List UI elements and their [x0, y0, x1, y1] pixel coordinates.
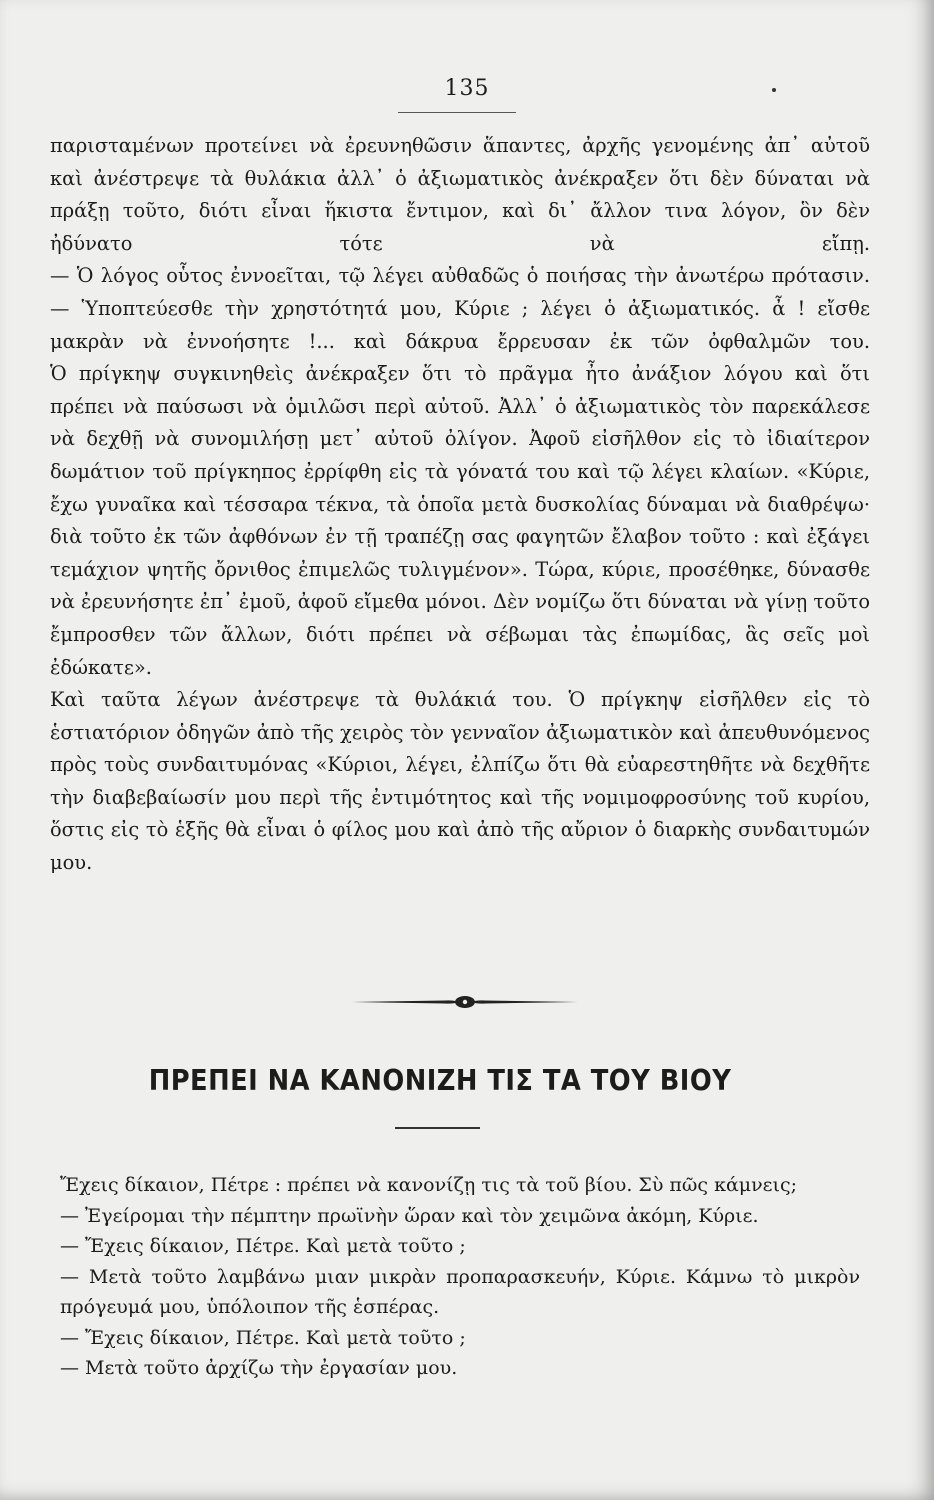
paragraph: Ὁ πρίγκηψ συγκινηθεὶς ἀνέκραξεν ὅτι τὸ πρᾶγμα ἦτο ἀνάξιον λόγου καὶ ὅτι πρέπει νὰ παύσωσι νὰ ὁμιλῶσι περὶ αὐτοῦ. Ἀλλ᾽ ὁ ἀξιωματικὸς τὸν παρεκάλεσε νὰ δεχθῇ νὰ συνομιλήσῃ μετ᾽ αὐτοῦ ὀλίγον. Ἀφοῦ εἰσῆλθον εἰς τὸ ἰδιαίτερον δωμάτιον τοῦ πρίγκηπος ἐρρίφθη εἰς τὰ γόνατά του καὶ τῷ λέγει κλαίων. «Κύριε, ἔχω γυναῖκα καὶ τέσσαρα τέκνα, τὰ ὁποῖα μετὰ δυσκολίας δύναμαι νὰ διαθρέψω· διὰ τοῦτο ἐκ τῶν ἀφθόνων ἐν τῇ τραπέζῃ σας φαγητῶν ἔλαβον τοῦτο : καὶ ἐξάγει τεμάχιον ψητῆς ὄρνιθος ἐπιμελῶς τυλιγμένον». Τώρα, κύριε, προσέθηκε, δύνασθε νὰ ἐρευνήσητε ἐπ᾽ ἐμοῦ, ἀφοῦ εἴμεθα μόνοι. Δὲν νομίζω ὅτι δύναται νὰ γίνῃ τοῦτο ἔμπροσθεν τῶν ἄλλων, διότι πρέπει νὰ σέβωμαι τὰς ἐπωμίδας, ἃς σεῖς μοὶ ἐδώκατε». [50, 362, 870, 679]
dialogue-line: — Μετὰ τοῦτο λαμβάνω μιαν μικρὰν προπαρασκευήν, Κύριε. Κάμνω τὸ μικρὸν πρόγευμά μου, ὑπόλοιπον τῆς ἑσπέρας. [60, 1265, 860, 1318]
story-body [50, 130, 870, 880]
section-title: ΠΡΕΠΕΙ ΝΑ ΚΑΝΟΝΙΖΗ ΤΙΣ ΤΑ ΤΟΥ ΒΙΟΥ [148, 1064, 732, 1097]
dialogue-line: — Ἔχεις δίκαιον, Πέτρε. Καὶ μετὰ τοῦτο ; [60, 1235, 466, 1257]
page-number: 135 [444, 76, 490, 101]
dialogue-line: Ἔχεις δίκαιον, Πέτρε : πρέπει νὰ κανονίζῃ τις τὰ τοῦ βίου. Σὺ πῶς κάμνεις; [60, 1174, 798, 1196]
dialogue-line: — Ἔχεις δίκαιον, Πέτρε. Καὶ μετὰ τοῦτο ; [60, 1326, 466, 1349]
paragraph: Καὶ ταῦτα λέγων ἀνέστρεψε τὰ θυλάκιά του. Ὁ πρίγκηψ εἰσῆλθεν εἰς τὸ ἑστιατόριον ὁδηγῶν ἀπὸ τῆς χειρὸς τὸν γενναῖον ἀξιωματικὸν καὶ ἀπευθυνόμενος πρὸς τοὺς συνδαιτυμόνας «Κύριοι, λέγει, ἐλπίζω ὅτι θὰ εὐαρεστηθῆτε νὰ δεχθῆτε τὴν διαβεβαίωσίν μου περὶ τῆς ἐντιμότητος καὶ τῆς νομιμοφροσύνης τοῦ κυρίου, ὅστις εἰς τὸ ἑξῆς θὰ εἶναι ὁ φίλος μου καὶ ἀπὸ τῆς αὔριον ὁ διαρκὴς συνδαιτυμών μου. [50, 688, 870, 875]
paragraph: παρισταμένων προτείνει νὰ ἐρευνηθῶσιν ἅπαντες, ἀρχῆς γενομένης ἀπ᾽ αὐτοῦ καὶ ἀνέστρεψε τὰ θυλάκια ἀλλ᾽ ὁ ἀξιωματικὸς ἀνέκραξεν ὅτι δὲν δύναται νὰ πράξῃ τοῦτο, διότι εἶναι ἥκιστα ἔντιμον, καὶ δι᾽ ἄλλον τινα λόγον, ὃν δὲν ἠδύνατο τότε νὰ εἴπῃ. [50, 134, 870, 255]
page-number-rule [398, 112, 516, 113]
ornament-divider [350, 990, 580, 1014]
paragraph: — Ὑποπτεύεσθε τὴν χρηστότητά μου, Κύριε ; λέγει ὁ ἀξιωματικός. ἆ ! εἴσθε μακρὰν νὰ ἐννοήσητε !... καὶ δάκρυα ἔρρευσαν ἐκ τῶν ὀφθαλμῶν του. [50, 296, 870, 353]
title-rule [395, 1127, 480, 1129]
dialogue-line: — Ἐγείρομαι τὴν πέμπτην πρωϊνὴν ὥραν καὶ τὸν χειμῶνα ἀκόμη, Κύριε. [60, 1204, 759, 1227]
dialogue [50, 1170, 860, 1384]
ink-speck [772, 88, 776, 92]
dialogue-line: — Μετὰ τοῦτο ἀρχίζω τὴν ἐργασίαν μου. [60, 1357, 458, 1379]
paragraph: — Ὁ λόγος οὗτος ἐννοεῖται, τῷ λέγει αὐθαδῶς ὁ ποιήσας τὴν ἀνωτέρω πρότασιν. [50, 264, 870, 288]
